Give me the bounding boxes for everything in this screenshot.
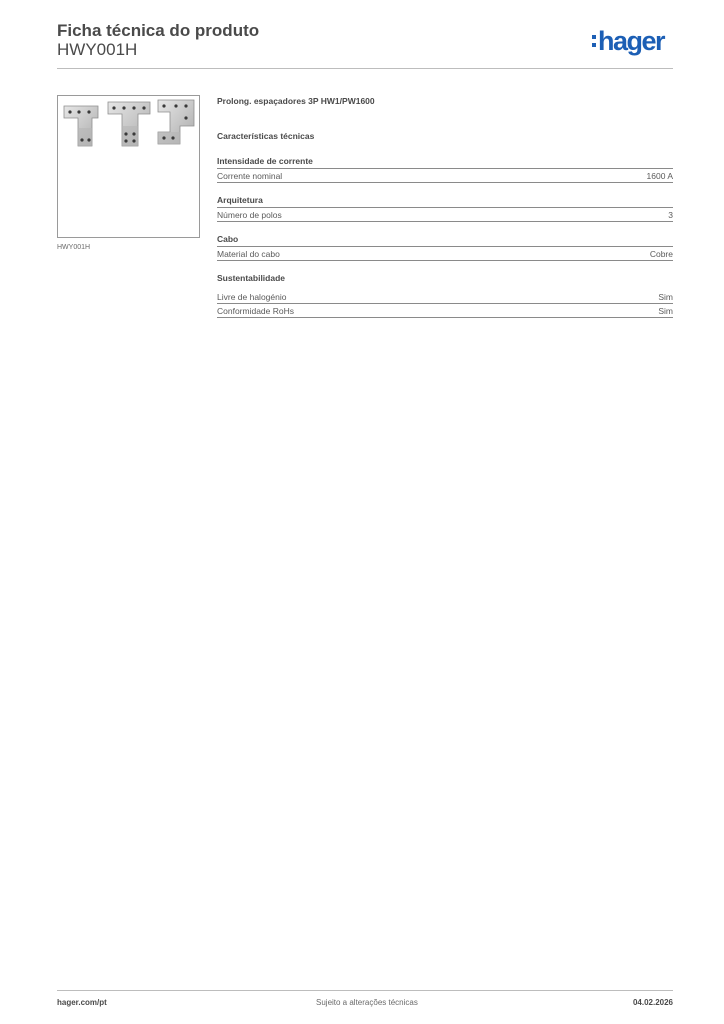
spec-value: 3 (668, 210, 673, 220)
group-title-architecture: Arquitetura (217, 195, 673, 208)
product-image (57, 95, 200, 238)
spec-row (217, 209, 673, 222)
spec-row (217, 170, 673, 183)
spec-value: Sim (658, 306, 673, 316)
logo-colon-icon (592, 35, 596, 47)
spec-label: Corrente nominal (217, 171, 283, 181)
group-title-sustainability: Sustentabilidade (217, 273, 286, 283)
spec-row (217, 291, 673, 304)
spec-value: Cobre (649, 249, 673, 259)
page-title: Ficha técnica do produto (57, 21, 260, 40)
footer-website-link[interactable]: hager.com/pt (57, 998, 107, 1007)
hager-logo (592, 26, 664, 56)
footer-divider (57, 990, 673, 991)
spec-row (217, 248, 673, 261)
spec-label: Material do cabo (217, 249, 280, 259)
spec-row (217, 305, 673, 318)
footer-note: Sujeito a alterações técnicas (316, 998, 418, 1007)
section-title: Características técnicas (217, 131, 315, 141)
spec-value: Sim (658, 292, 673, 302)
spec-label: Conformidade RoHs (217, 306, 295, 316)
logo-text: hager (598, 26, 665, 56)
header-divider (57, 68, 673, 69)
product-code: HWY001H (57, 40, 138, 59)
product-title: Prolong. espaçadores 3P HW1/PW1600 (217, 96, 375, 106)
spec-value: 1600 A (646, 171, 673, 181)
spacer-extension-illustration (58, 96, 199, 237)
group-title-current: Intensidade de corrente (217, 156, 673, 169)
spec-label: Livre de halogénio (217, 292, 287, 302)
footer-date: 04.02.2026 (632, 998, 673, 1007)
image-caption: HWY001H (57, 244, 91, 251)
spec-label: Número de polos (217, 210, 282, 220)
group-title-cable: Cabo (217, 234, 673, 247)
